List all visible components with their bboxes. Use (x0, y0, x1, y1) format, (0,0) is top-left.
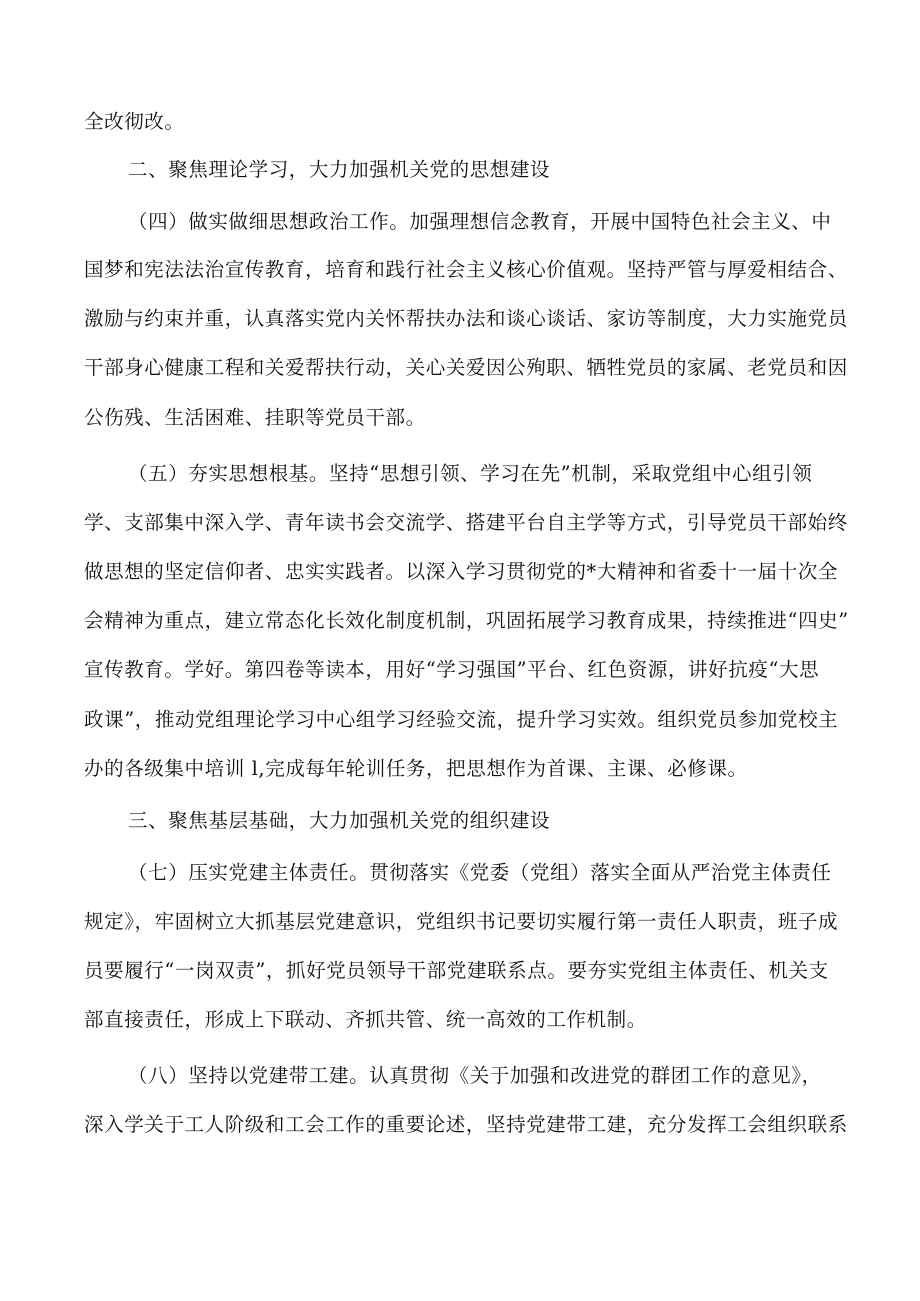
text-line: 部直接责任，形成上下联动、齐抓共管、统一高效的工作机制。 (84, 1008, 647, 1031)
text-line: 规定》，牢固树立大抓基层党建意识，党组织书记要切实履行第一责任人职责，班子成 (84, 910, 839, 933)
section-heading: 二、聚焦理论学习，大力加强机关党的思想建设 (128, 158, 551, 181)
text-line: 员要履行“一岗双责”，抓好党员领导干部党建联系点。要夯实党组主体责任、机关支 (84, 959, 829, 982)
text-line: 公伤残、生活困难、挂职等党员干部。 (84, 406, 426, 429)
text-line: 办的各级集中培训 l,完成每年轮训任务，把思想作为首课、主课、必修课。 (84, 757, 748, 780)
text-line: 国梦和宪法法治宣传教育，培育和践行社会主义核心价值观。坚持严管与厚爱相结合、 (84, 258, 848, 281)
text-line: （七）压实党建主体责任。贯彻落实《党委（党组）落实全面从严治党主体责任 (128, 861, 832, 884)
text-line: 做思想的坚定信仰者、忠实实践者。以深入学习贯彻党的*大精神和省委十一届十次全 (84, 560, 839, 583)
text-line: 宣传教育。学好。第四卷等读本，用好“学习强国”平台、红色资源，讲好抗疫“大思 (84, 658, 820, 681)
section-heading: 三、聚焦基层基础，大力加强机关党的组织建设 (128, 809, 551, 832)
text-line: 干部身心健康工程和关爱帮扶行动，关心关爱因公殉职、牺牲党员的家属、老党员和因 (84, 356, 848, 379)
text-line: 会精神为重点，建立常态化长效化制度机制，巩固拓展学习教育成果，持续推进“四史” (84, 609, 849, 632)
text-line: 深入学关于工人阶级和工会工作的重要论述，坚持党建带工建，充分发挥工会组织联系 (84, 1113, 848, 1136)
text-line: （八）坚持以党建带工建。认真贯彻《关于加强和改进党的群团工作的意见》， (128, 1064, 822, 1087)
text-line: （四）做实做细思想政治工作。加强理想信念教育，开展中国特色社会主义、中 (128, 210, 832, 233)
text-line: 全改彻改。 (84, 110, 185, 133)
text-line: 政课”，推动党组理论学习中心组学习经验交流，提升学习实效。组织党员参加党校主 (84, 708, 839, 731)
text-line: （五）夯实思想根基。坚持“思想引领、学习在先”机制，采取党组中心组引领 (128, 462, 813, 485)
text-line: 激励与约束并重，认真落实党内关怀帮扶办法和谈心谈话、家访等制度，大力实施党员 (84, 307, 848, 330)
text-line: 学、支部集中深入学、青年读书会交流学、搭建平台自主学等方式，引导党员干部始终 (84, 511, 848, 534)
